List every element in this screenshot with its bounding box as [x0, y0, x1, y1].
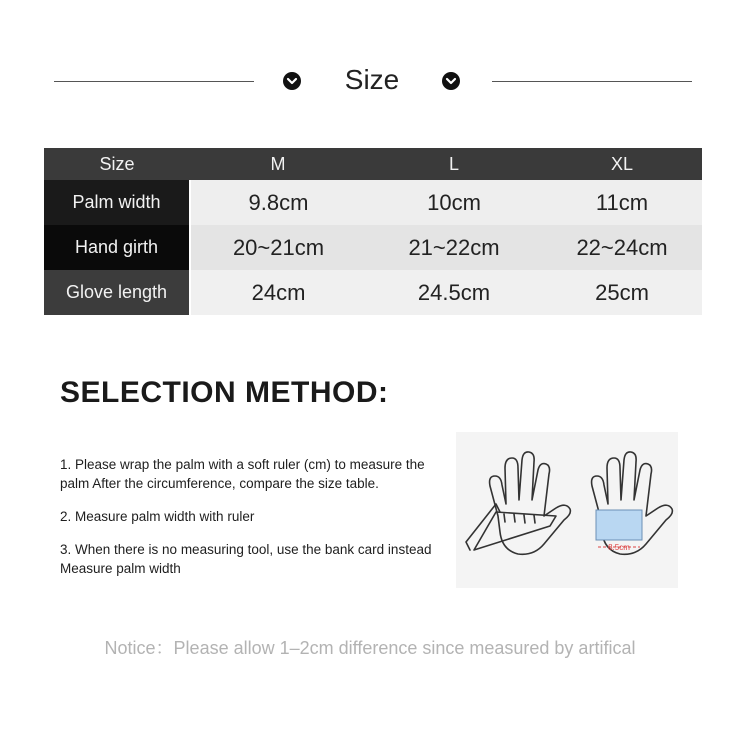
table-row — [44, 180, 702, 225]
row-label: Palm width — [44, 180, 190, 225]
column-header: Size — [44, 148, 190, 180]
hand-measurement-illustration — [456, 432, 678, 588]
table-cell: 24.5cm — [366, 270, 542, 315]
size-table — [44, 148, 702, 315]
table-cell: 20~21cm — [190, 225, 366, 270]
title-row — [0, 58, 740, 104]
bank-card-icon — [596, 510, 642, 540]
title-divider-right — [492, 81, 692, 82]
chevron-down-icon — [283, 72, 301, 90]
selection-method-heading: SELECTION METHOD: — [60, 376, 389, 409]
row-label: Glove length — [44, 270, 190, 315]
table-cell: 22~24cm — [542, 225, 702, 270]
column-header: M — [190, 148, 366, 180]
table-row — [44, 225, 702, 270]
table-header-row — [44, 148, 702, 180]
column-header: L — [366, 148, 542, 180]
table-cell: 11cm — [542, 180, 702, 225]
table-cell: 24cm — [190, 270, 366, 315]
table-cell: 25cm — [542, 270, 702, 315]
step-2: 2. Measure palm width with ruler — [60, 509, 255, 524]
table-cell: 21~22cm — [366, 225, 542, 270]
page-title: Size — [344, 64, 400, 95]
row-label: Hand girth — [44, 225, 190, 270]
table-cell: 9.8cm — [190, 180, 366, 225]
step-1: 1. Please wrap the palm with a soft ruler (cm) to measure the palm After the circumference, compare the size table. — [60, 457, 425, 491]
title-divider-left — [54, 81, 254, 82]
card-width-label: 8.5cm — [608, 543, 630, 552]
selection-steps — [60, 455, 450, 592]
table-cell: 10cm — [366, 180, 542, 225]
chevron-down-icon — [442, 72, 460, 90]
table-row — [44, 270, 702, 315]
left-hand-ruler-icon — [466, 452, 570, 554]
column-header: XL — [542, 148, 702, 180]
notice-text: Notice：Please allow 1–2cm difference since measured by artifical — [104, 638, 636, 658]
step-3: 3. When there is no measuring tool, use the bank card instead Measure palm width — [60, 542, 432, 576]
